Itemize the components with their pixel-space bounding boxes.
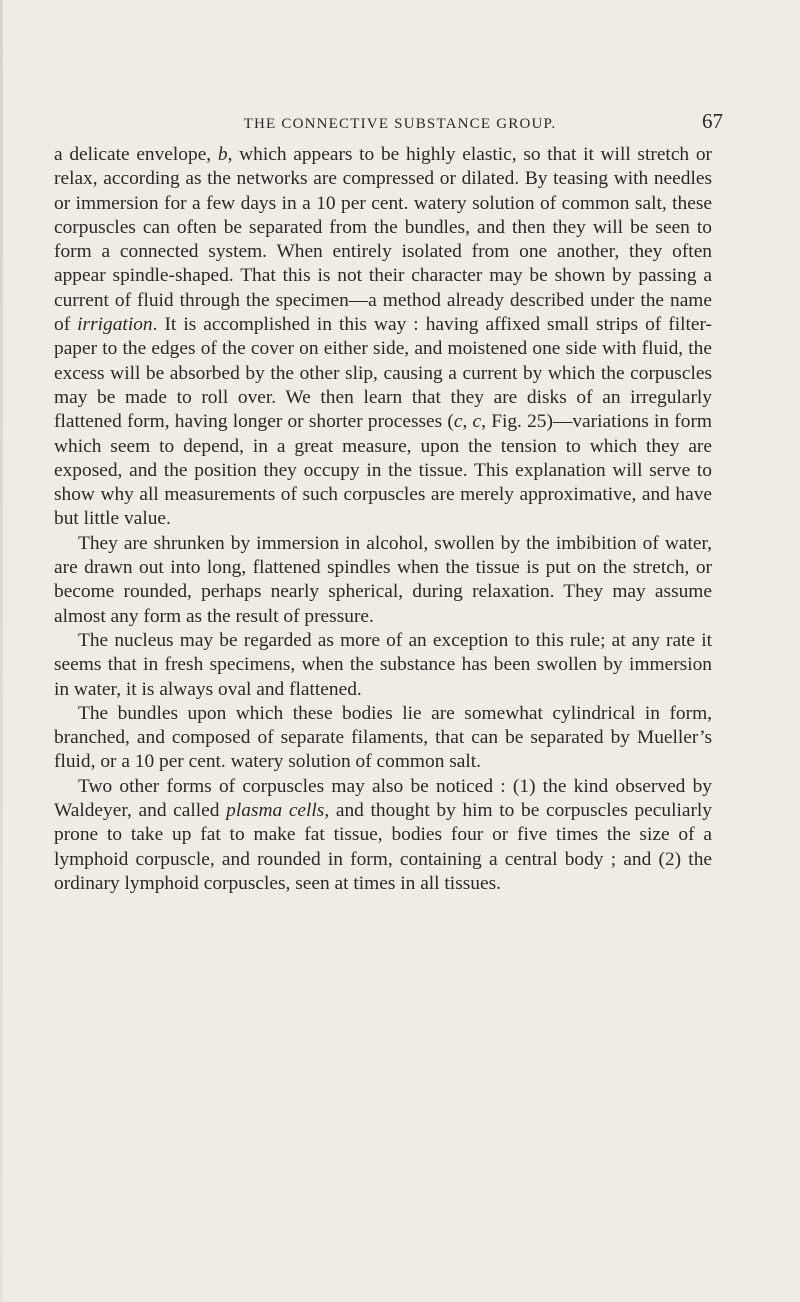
- paragraph-5-text-a: Two other forms of corpuscles may also be noticed : (1) the kind observed by Waldeyer, and called: [54, 775, 712, 822]
- paragraph-5: [54, 775, 712, 896]
- body-text: [54, 143, 712, 896]
- paragraph-2: They are shrunken by immersion in alcohol, swollen by the imbibition of water, are drawn out into long, flattened spindles when the tissue is put on the stretch, or become rounded, perhaps nearly spherical, during relaxation. They may assume almost any form as the result of pressure.: [54, 532, 712, 627]
- paragraph-1-text-c: , which appears to be highly elastic, so that it will stretch or relax, according as the networks are compressed or dilated. By teasing with needles or immersion for a few days in a 10 per cent. watery solution of common salt, these corpuscles can often be separated from the bundles, and then they will be seen to form a connected system. When entirely isolated from one another, they often appear spindle-shaped. That this is not their character may be shown by passing a current of fluid through the specimen—a method already described under the name of: [54, 144, 712, 336]
- term-irrigation: irrigation: [77, 314, 153, 336]
- paragraph-4: The bundles upon which these bodies lie are somewhat cylindrical in form, branched, and composed of separate filaments, that can be separated by Mueller’s fluid, or a 10 per cent. watery solution of common salt.: [54, 702, 712, 773]
- page-number: 67: [702, 109, 723, 133]
- paragraph-1-text-g: ,: [462, 411, 473, 433]
- figure-ref-c-1: c: [453, 411, 463, 433]
- figure-ref-b: b: [217, 144, 228, 165]
- paragraph-1-text-i: , Fig. 25)—variations in form which seem to depend, in a great measure, upon the tension to which they are exposed, and the position they occupy in the tissue. This explanation will serve to show why all measurements of such corpuscles are merely approximative, and have but little value.: [54, 411, 712, 530]
- paragraph-1-text-a: a delicate envelope,: [54, 144, 218, 165]
- paragraph-1-text-e: . It is accomplished in this way : having affixed small strips of filter-paper to the edges of the cover on either side, and moistened one side with fluid, the excess will be absorbed by the other slip, causing a current by which the corpuscles may be made to roll over. We then learn that they are disks of an irregularly flattened form, having longer or shorter processes (: [54, 314, 712, 433]
- paragraph-5-text-c: , and thought by him to be corpuscles peculiarly prone to take up fat to make fat tissue, bodies four or five times the size of a lymphoid corpuscle, and rounded in form, containing a central body ; and (2) the ordinary lymphoid corpuscles, seen at times in all tissues.: [54, 800, 713, 894]
- paragraph-1: [54, 143, 712, 532]
- page-edge-shadow: [0, 0, 3, 1302]
- running-title: THE CONNECTIVE SUBSTANCE GROUP.: [243, 116, 557, 132]
- figure-ref-c-2: c: [472, 411, 482, 433]
- running-head: [0, 109, 800, 138]
- paragraph-3: The nucleus may be regarded as more of an exception to this rule; at any rate it seems that in fresh specimens, when the substance has been swollen by immersion in water, it is always oval and flattened.: [54, 629, 712, 700]
- term-plasma-cells: plasma cells: [226, 800, 325, 822]
